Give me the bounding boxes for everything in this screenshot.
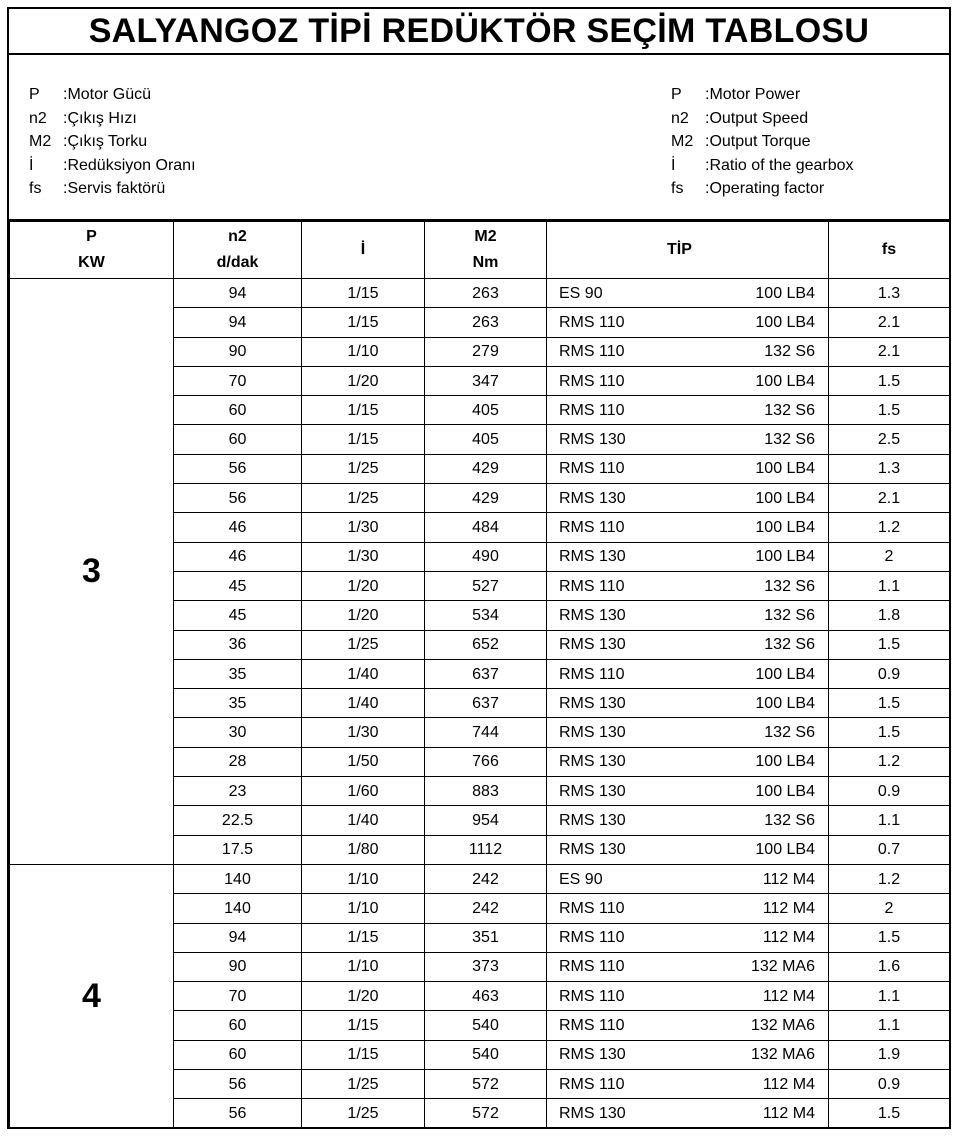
legend-text: :Servis faktörü — [63, 180, 166, 197]
motor-model: 112 M4 — [762, 987, 815, 1005]
motor-model: 132 MA6 — [750, 1017, 815, 1035]
type-cell — [547, 689, 829, 718]
legend-item — [29, 130, 196, 154]
type-cell — [547, 806, 829, 835]
torque-cell: 744 — [425, 718, 547, 747]
gearbox-model: RMS 130 — [559, 694, 626, 712]
legend-item — [29, 177, 196, 201]
legend-symbol: P — [671, 86, 682, 103]
gearbox-model: RMS 110 — [559, 519, 625, 537]
ratio-cell: 1/20 — [302, 982, 425, 1011]
torque-cell: 242 — [425, 894, 547, 923]
service-factor-cell: 0.7 — [829, 835, 950, 864]
service-factor-cell: 1.5 — [829, 396, 950, 425]
legend-text: :Motor Power — [705, 86, 801, 103]
service-factor-cell: 1.5 — [829, 366, 950, 395]
torque-cell: 766 — [425, 747, 547, 776]
gearbox-model: RMS 130 — [559, 724, 626, 742]
speed-cell: 56 — [174, 454, 302, 483]
torque-cell: 1112 — [425, 835, 547, 864]
torque-cell: 572 — [425, 1070, 547, 1099]
legend-symbol: P — [29, 86, 40, 103]
ratio-cell: 1/15 — [302, 396, 425, 425]
torque-cell: 534 — [425, 601, 547, 630]
motor-model: 100 LB4 — [755, 548, 815, 566]
legend-item — [671, 177, 854, 201]
motor-model: 132 S6 — [764, 811, 815, 829]
ratio-cell: 1/20 — [302, 366, 425, 395]
torque-cell: 263 — [425, 308, 547, 337]
type-cell — [547, 337, 829, 366]
torque-cell: 954 — [425, 806, 547, 835]
gearbox-model: RMS 110 — [559, 343, 625, 361]
legend-english — [671, 83, 854, 201]
ratio-cell: 1/10 — [302, 894, 425, 923]
speed-cell: 140 — [174, 894, 302, 923]
legend-symbol: n2 — [29, 109, 47, 127]
ratio-cell: 1/10 — [302, 864, 425, 893]
torque-cell: 637 — [425, 689, 547, 718]
ratio-cell: 1/20 — [302, 571, 425, 600]
ratio-cell: 1/10 — [302, 952, 425, 981]
motor-model: 100 LB4 — [755, 665, 815, 683]
gearbox-model: RMS 110 — [559, 899, 625, 917]
service-factor-cell: 1.3 — [829, 279, 950, 308]
header-ratio: İ — [302, 222, 425, 279]
torque-cell: 429 — [425, 484, 547, 513]
service-factor-cell: 0.9 — [829, 1070, 950, 1099]
speed-cell: 56 — [174, 1070, 302, 1099]
gearbox-model: RMS 130 — [559, 548, 626, 566]
motor-model: 132 S6 — [764, 724, 815, 742]
torque-cell: 347 — [425, 366, 547, 395]
type-cell — [547, 425, 829, 454]
service-factor-cell: 2 — [829, 894, 950, 923]
type-cell — [547, 279, 829, 308]
torque-cell: 540 — [425, 1011, 547, 1040]
motor-model: 132 MA6 — [750, 1046, 815, 1064]
gearbox-model: RMS 110 — [559, 665, 625, 683]
torque-cell: 429 — [425, 454, 547, 483]
speed-cell: 94 — [174, 923, 302, 952]
header-output-speed: n2 d/dak — [174, 222, 302, 279]
service-factor-cell: 1.1 — [829, 982, 950, 1011]
gearbox-model: RMS 130 — [559, 1104, 626, 1122]
page-title: SALYANGOZ TİPİ REDÜKTÖR SEÇİM TABLOSU — [9, 9, 949, 55]
motor-model: 100 LB4 — [755, 782, 815, 800]
ratio-cell: 1/50 — [302, 747, 425, 776]
gearbox-model: RMS 110 — [559, 401, 625, 419]
ratio-cell: 1/25 — [302, 484, 425, 513]
type-cell — [547, 952, 829, 981]
motor-model: 100 LB4 — [755, 313, 815, 331]
gearbox-model: RMS 110 — [559, 929, 625, 947]
ratio-cell: 1/80 — [302, 835, 425, 864]
legend-text: :Operating factor — [705, 180, 825, 197]
type-cell — [547, 718, 829, 747]
legend-symbol: M2 — [671, 133, 694, 150]
legend-symbol: n2 — [671, 109, 689, 127]
speed-cell: 70 — [174, 366, 302, 395]
motor-model: 112 M4 — [762, 1104, 815, 1122]
legend-item — [671, 154, 854, 178]
type-cell — [547, 777, 829, 806]
ratio-cell: 1/15 — [302, 1011, 425, 1040]
torque-cell: 490 — [425, 542, 547, 571]
speed-cell: 56 — [174, 1099, 302, 1128]
motor-model: 132 S6 — [764, 636, 815, 654]
type-cell — [547, 308, 829, 337]
service-factor-cell: 1.5 — [829, 1099, 950, 1128]
gearbox-model: RMS 130 — [559, 811, 626, 829]
legend-text: :Motor Gücü — [63, 86, 152, 103]
table-row — [10, 279, 950, 308]
legend-text: :Redüksiyon Oranı — [63, 156, 196, 174]
service-factor-cell: 1.8 — [829, 601, 950, 630]
gearbox-model: RMS 130 — [559, 841, 626, 859]
type-cell — [547, 982, 829, 1011]
gearbox-model: RMS 110 — [559, 577, 625, 595]
service-factor-cell: 2 — [829, 542, 950, 571]
motor-model: 112 M4 — [762, 899, 815, 917]
service-factor-cell: 2.1 — [829, 484, 950, 513]
gearbox-model: ES 90 — [559, 870, 603, 888]
type-cell — [547, 747, 829, 776]
legend-item — [671, 83, 854, 107]
motor-model: 100 LB4 — [755, 694, 815, 712]
motor-model: 112 M4 — [762, 870, 815, 888]
type-cell — [547, 454, 829, 483]
motor-model: 132 S6 — [764, 606, 815, 624]
type-cell — [547, 1011, 829, 1040]
torque-cell: 883 — [425, 777, 547, 806]
speed-cell: 45 — [174, 571, 302, 600]
power-cell: 4 — [10, 864, 174, 1128]
service-factor-cell: 1.2 — [829, 513, 950, 542]
speed-cell: 45 — [174, 601, 302, 630]
legend-text: :Çıkış Torku — [63, 133, 148, 150]
ratio-cell: 1/15 — [302, 1040, 425, 1069]
service-factor-cell: 2.1 — [829, 308, 950, 337]
legend-item — [671, 107, 854, 131]
service-factor-cell: 2.1 — [829, 337, 950, 366]
speed-cell: 46 — [174, 542, 302, 571]
ratio-cell: 1/15 — [302, 923, 425, 952]
power-cell: 3 — [10, 279, 174, 865]
ratio-cell: 1/25 — [302, 630, 425, 659]
speed-cell: 30 — [174, 718, 302, 747]
service-factor-cell: 1.1 — [829, 1011, 950, 1040]
type-cell — [547, 1070, 829, 1099]
legend-symbol: İ — [29, 156, 34, 174]
speed-cell: 90 — [174, 952, 302, 981]
ratio-cell: 1/60 — [302, 777, 425, 806]
speed-cell: 56 — [174, 484, 302, 513]
ratio-cell: 1/20 — [302, 601, 425, 630]
speed-cell: 46 — [174, 513, 302, 542]
motor-model: 100 LB4 — [755, 372, 815, 390]
ratio-cell: 1/25 — [302, 1070, 425, 1099]
selection-table-sheet — [7, 7, 951, 1129]
ratio-cell: 1/15 — [302, 308, 425, 337]
speed-cell: 60 — [174, 1040, 302, 1069]
service-factor-cell: 0.9 — [829, 659, 950, 688]
legend-item — [29, 107, 196, 131]
gearbox-model: RMS 110 — [559, 987, 625, 1005]
legend-item — [29, 83, 196, 107]
torque-cell: 242 — [425, 864, 547, 893]
legend-symbol: fs — [29, 180, 42, 197]
header-type: TİP — [547, 222, 829, 279]
service-factor-cell: 1.2 — [829, 864, 950, 893]
speed-cell: 94 — [174, 279, 302, 308]
motor-model: 132 S6 — [764, 431, 815, 449]
gearbox-model: ES 90 — [559, 284, 603, 302]
gearbox-model: RMS 130 — [559, 606, 626, 624]
ratio-cell: 1/15 — [302, 425, 425, 454]
torque-cell: 484 — [425, 513, 547, 542]
ratio-cell: 1/15 — [302, 279, 425, 308]
speed-cell: 90 — [174, 337, 302, 366]
gearbox-model: RMS 130 — [559, 636, 626, 654]
ratio-cell: 1/10 — [302, 337, 425, 366]
type-cell — [547, 396, 829, 425]
table-body — [10, 279, 950, 1129]
ratio-cell: 1/40 — [302, 689, 425, 718]
type-cell — [547, 1040, 829, 1069]
table-row — [10, 864, 950, 893]
motor-model: 100 LB4 — [755, 460, 815, 478]
legend-text: :Output Speed — [705, 109, 809, 127]
motor-model: 100 LB4 — [755, 753, 815, 771]
service-factor-cell: 1.6 — [829, 952, 950, 981]
ratio-cell: 1/30 — [302, 513, 425, 542]
gearbox-model: RMS 130 — [559, 1046, 626, 1064]
motor-model: 132 S6 — [764, 401, 815, 419]
torque-cell: 405 — [425, 396, 547, 425]
motor-model: 112 M4 — [762, 929, 815, 947]
gearbox-model: RMS 110 — [559, 1075, 625, 1093]
type-cell — [547, 1099, 829, 1128]
legend-box — [9, 55, 949, 221]
service-factor-cell: 1.1 — [829, 571, 950, 600]
legend-text: :Çıkış Hızı — [63, 109, 137, 127]
type-cell — [547, 484, 829, 513]
table-header-row — [10, 222, 950, 279]
header-service-factor: fs — [829, 222, 950, 279]
speed-cell: 60 — [174, 1011, 302, 1040]
type-cell — [547, 864, 829, 893]
speed-cell: 28 — [174, 747, 302, 776]
type-cell — [547, 659, 829, 688]
speed-cell: 22.5 — [174, 806, 302, 835]
torque-cell: 540 — [425, 1040, 547, 1069]
service-factor-cell: 1.5 — [829, 718, 950, 747]
torque-cell: 463 — [425, 982, 547, 1011]
type-cell — [547, 923, 829, 952]
motor-model: 100 LB4 — [755, 841, 815, 859]
type-cell — [547, 366, 829, 395]
speed-cell: 36 — [174, 630, 302, 659]
ratio-cell: 1/30 — [302, 718, 425, 747]
gearbox-model: RMS 110 — [559, 460, 625, 478]
speed-cell: 35 — [174, 659, 302, 688]
service-factor-cell: 1.5 — [829, 689, 950, 718]
speed-cell: 60 — [174, 396, 302, 425]
torque-cell: 652 — [425, 630, 547, 659]
gearbox-model: RMS 110 — [559, 958, 625, 976]
legend-symbol: M2 — [29, 133, 52, 150]
torque-cell: 572 — [425, 1099, 547, 1128]
motor-model: 132 S6 — [764, 343, 815, 361]
torque-cell: 263 — [425, 279, 547, 308]
torque-cell: 527 — [425, 571, 547, 600]
legend-turkish — [29, 83, 196, 201]
ratio-cell: 1/25 — [302, 454, 425, 483]
motor-model: 100 LB4 — [755, 489, 815, 507]
speed-cell: 17.5 — [174, 835, 302, 864]
speed-cell: 94 — [174, 308, 302, 337]
gearbox-model: RMS 130 — [559, 489, 626, 507]
gearbox-model: RMS 130 — [559, 782, 626, 800]
torque-cell: 351 — [425, 923, 547, 952]
torque-cell: 279 — [425, 337, 547, 366]
legend-text: :Output Torque — [705, 133, 811, 150]
gearbox-model: RMS 130 — [559, 431, 626, 449]
ratio-cell: 1/25 — [302, 1099, 425, 1128]
selection-table — [9, 221, 950, 1129]
type-cell — [547, 835, 829, 864]
type-cell — [547, 630, 829, 659]
service-factor-cell: 2.5 — [829, 425, 950, 454]
motor-model: 112 M4 — [762, 1075, 815, 1093]
torque-cell: 405 — [425, 425, 547, 454]
torque-cell: 637 — [425, 659, 547, 688]
type-cell — [547, 571, 829, 600]
service-factor-cell: 1.9 — [829, 1040, 950, 1069]
type-cell — [547, 542, 829, 571]
service-factor-cell: 1.3 — [829, 454, 950, 483]
ratio-cell: 1/40 — [302, 659, 425, 688]
gearbox-model: RMS 110 — [559, 1017, 625, 1035]
gearbox-model: RMS 130 — [559, 753, 626, 771]
service-factor-cell: 1.2 — [829, 747, 950, 776]
speed-cell: 70 — [174, 982, 302, 1011]
speed-cell: 60 — [174, 425, 302, 454]
legend-item — [671, 130, 854, 154]
header-output-torque: M2 Nm — [425, 222, 547, 279]
header-power: P KW — [10, 222, 174, 279]
motor-model: 100 LB4 — [755, 284, 815, 302]
speed-cell: 35 — [174, 689, 302, 718]
legend-symbol: İ — [671, 156, 676, 174]
service-factor-cell: 1.1 — [829, 806, 950, 835]
legend-symbol: fs — [671, 180, 684, 197]
speed-cell: 23 — [174, 777, 302, 806]
legend-text: :Ratio of the gearbox — [705, 156, 854, 174]
motor-model: 132 MA6 — [750, 958, 815, 976]
service-factor-cell: 1.5 — [829, 923, 950, 952]
torque-cell: 373 — [425, 952, 547, 981]
service-factor-cell: 0.9 — [829, 777, 950, 806]
type-cell — [547, 601, 829, 630]
type-cell — [547, 894, 829, 923]
motor-model: 100 LB4 — [755, 519, 815, 537]
speed-cell: 140 — [174, 864, 302, 893]
legend-item — [29, 154, 196, 178]
service-factor-cell: 1.5 — [829, 630, 950, 659]
gearbox-model: RMS 110 — [559, 372, 625, 390]
type-cell — [547, 513, 829, 542]
ratio-cell: 1/30 — [302, 542, 425, 571]
ratio-cell: 1/40 — [302, 806, 425, 835]
gearbox-model: RMS 110 — [559, 313, 625, 331]
motor-model: 132 S6 — [764, 577, 815, 595]
